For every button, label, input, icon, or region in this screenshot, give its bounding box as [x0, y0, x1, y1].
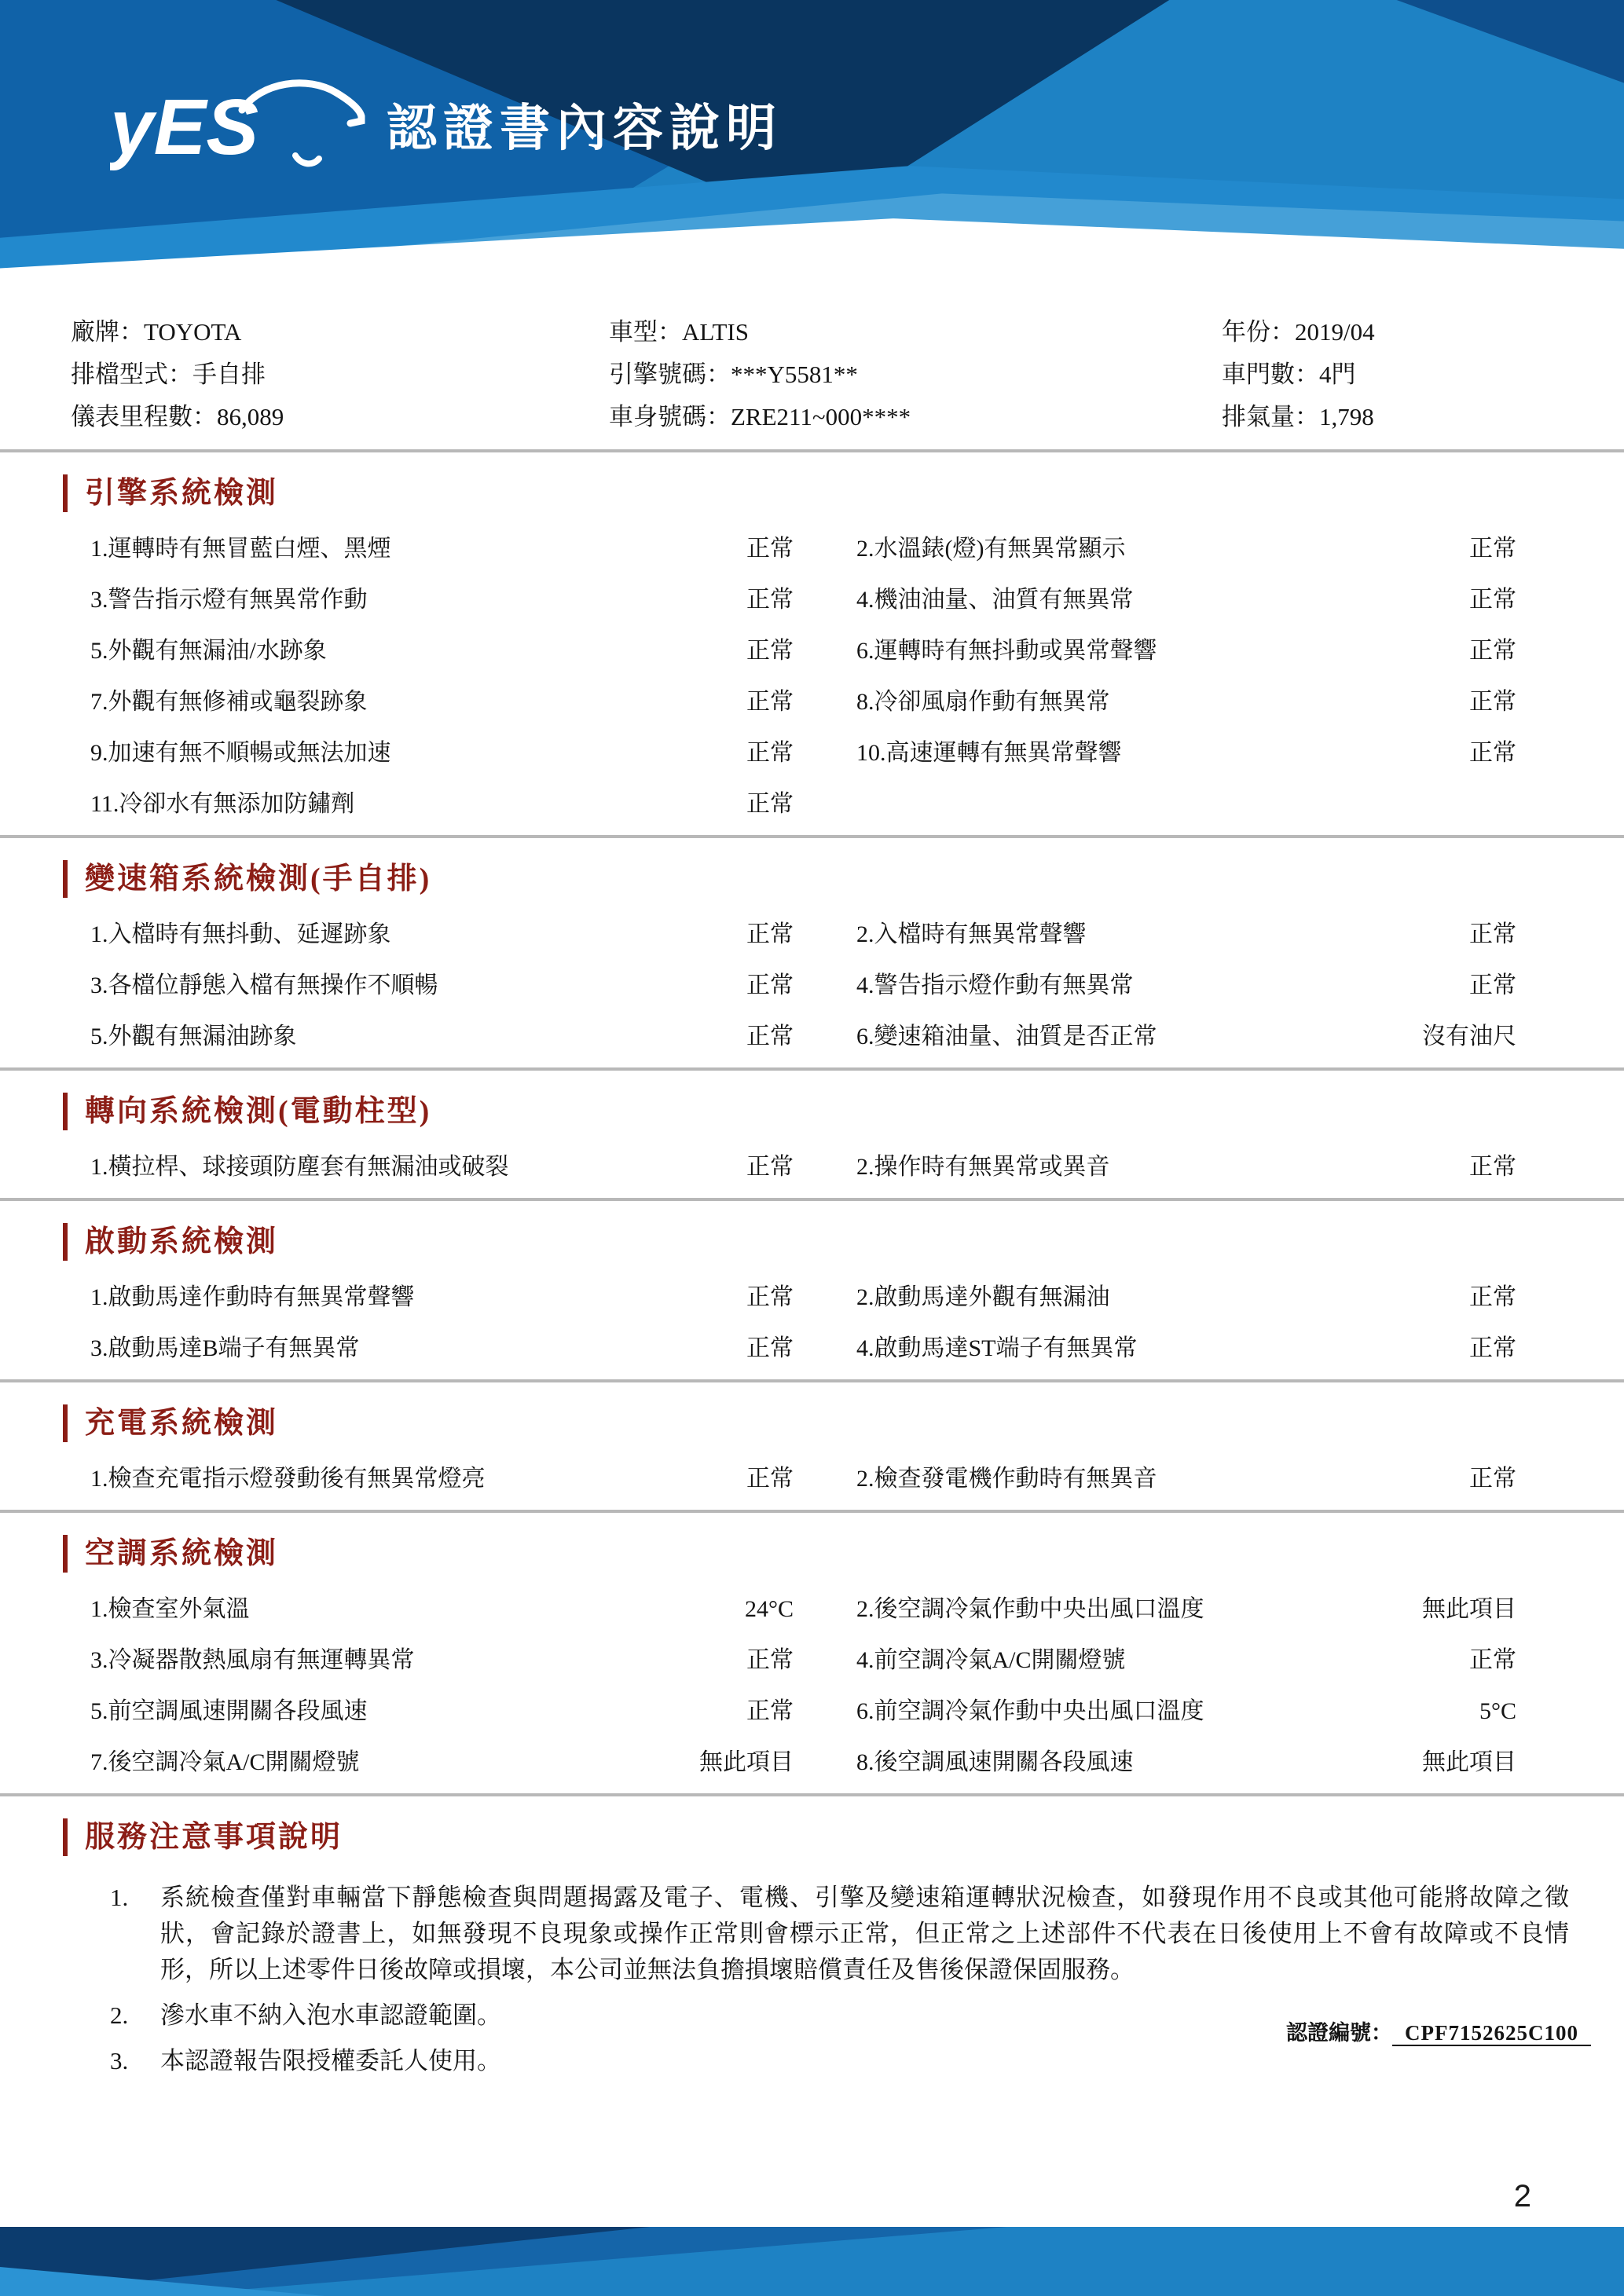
item-label: 4.前空調冷氣A/C開關燈號 [856, 1647, 1126, 1673]
item-result: 正常 [1469, 536, 1516, 562]
item-label: 1.入檔時有無抖動、延遲跡象 [90, 921, 391, 947]
section-title [0, 1796, 1624, 1856]
field-value: 86,089 [217, 403, 284, 430]
page-header [0, 0, 1624, 276]
item-label: 6.運轉時有無抖動或異常聲響 [856, 638, 1157, 664]
certificate-number-label: 認證編號： [1286, 2021, 1393, 2045]
item-label: 5.外觀有無漏油跡象 [90, 1023, 297, 1049]
yes-logo [110, 61, 369, 183]
inspection-row [0, 1464, 1624, 1494]
field-value: 手自排 [192, 361, 266, 388]
field-value: ***Y5581** [731, 361, 858, 388]
item-result: 正常 [746, 638, 794, 664]
field-label: 排氣量： [1222, 403, 1319, 430]
field-label: 年份： [1222, 318, 1295, 346]
item-result: 無此項目 [1422, 1749, 1516, 1775]
item-result: 無此項目 [1422, 1596, 1516, 1622]
inspection-row [0, 687, 1624, 717]
section-service-notes [0, 1796, 1624, 2079]
field-value: 1,798 [1319, 403, 1374, 430]
inspection-row [0, 789, 1624, 819]
item-label: 1.運轉時有無冒藍白煙、黑煙 [90, 536, 391, 562]
item-label: 1.橫拉桿、球接頭防塵套有無漏油或破裂 [90, 1154, 509, 1180]
field-odometer [71, 402, 609, 432]
item-result: 正常 [746, 1698, 794, 1724]
item-label: 2.入檔時有無異常聲響 [856, 921, 1087, 947]
item-result: 正常 [746, 1023, 794, 1049]
inspection-row [0, 1646, 1624, 1675]
item-result: 正常 [746, 689, 794, 715]
note-number: 1. [110, 1884, 129, 1911]
item-result: 正常 [1469, 587, 1516, 613]
inspection-row [0, 585, 1624, 615]
page-footer [0, 2227, 1624, 2296]
section-title-text: 引擎系統檢測 [85, 477, 279, 510]
section-title [0, 1382, 1624, 1442]
inspection-rows [0, 512, 1624, 835]
field-model [609, 317, 1222, 347]
section-title [0, 1071, 1624, 1130]
item-result-empty [1406, 789, 1516, 819]
field-label: 排檔型式： [71, 361, 192, 388]
item-label: 2.操作時有無異常或異音 [856, 1154, 1110, 1180]
item-label: 11.冷卻水有無添加防鏽劑 [90, 791, 355, 817]
inspection-rows [0, 1130, 1624, 1198]
notes-list [0, 1856, 1624, 2079]
item-label: 2.啟動馬達外觀有無漏油 [856, 1284, 1110, 1310]
inspection-row [0, 1595, 1624, 1624]
field-label: 車門數： [1222, 361, 1319, 388]
item-result: 正常 [746, 921, 794, 947]
field-engine-no [609, 360, 1222, 390]
field-label: 儀表里程數： [71, 403, 217, 430]
item-label: 1.啟動馬達作動時有無異常聲響 [90, 1284, 415, 1310]
field-label: 引擎號碼： [609, 361, 731, 388]
inspection-rows [0, 1442, 1624, 1510]
certificate-number [1286, 2020, 1591, 2046]
section-charging [0, 1382, 1624, 1513]
item-result: 無此項目 [699, 1749, 794, 1775]
item-label: 10.高速運轉有無異常聲響 [856, 740, 1122, 766]
item-label: 4.啟動馬達ST端子有無異常 [856, 1335, 1138, 1361]
content-area [0, 308, 1624, 2089]
section-title [0, 1201, 1624, 1261]
inspection-row [0, 636, 1624, 666]
item-result: 正常 [1469, 689, 1516, 715]
item-result: 正常 [746, 1466, 794, 1492]
inspection-row [0, 1283, 1624, 1313]
note-number: 3. [110, 2047, 129, 2074]
item-result: 正常 [746, 1647, 794, 1673]
field-label: 廠牌： [71, 318, 144, 346]
inspection-row [0, 534, 1624, 564]
section-title-bar-icon [63, 1535, 68, 1573]
item-label: 5.前空調風速開關各段風速 [90, 1698, 368, 1724]
page-title: 認證書內容說明 [387, 100, 783, 156]
item-result: 正常 [1469, 740, 1516, 766]
section-steering [0, 1071, 1624, 1201]
item-result: 沒有油尺 [1422, 1023, 1516, 1049]
car-outline-icon [242, 83, 361, 123]
item-label: 8.冷卻風扇作動有無異常 [856, 689, 1110, 715]
item-label: 7.後空調冷氣A/C開關燈號 [90, 1749, 360, 1775]
item-label: 1.檢查室外氣溫 [90, 1596, 250, 1622]
field-value: 2019/04 [1295, 318, 1375, 346]
note-text: 本認證報告限授權委託人使用。 [160, 2047, 501, 2074]
yes-logo-graphic [110, 61, 369, 179]
note-text: 滲水車不納入泡水車認證範圍。 [160, 2001, 501, 2029]
item-label: 3.各檔位靜態入檔有無操作不順暢 [90, 972, 438, 998]
item-result: 正常 [1469, 1466, 1516, 1492]
item-result: 正常 [1469, 638, 1516, 664]
field-brand [71, 317, 609, 347]
item-label: 3.警告指示燈有無異常作動 [90, 587, 368, 613]
item-result: 正常 [1469, 1335, 1516, 1361]
section-title-text: 服務注意事項說明 [85, 1821, 343, 1854]
field-value: 4門 [1319, 361, 1356, 388]
inspection-row [0, 920, 1624, 950]
section-title-bar-icon [63, 1818, 68, 1856]
note-item [110, 2043, 1569, 2079]
section-title [0, 838, 1624, 898]
item-label: 1.檢查充電指示燈發動後有無異常燈亮 [90, 1466, 486, 1492]
item-result: 正常 [746, 536, 794, 562]
section-title [0, 1513, 1624, 1573]
item-label: 7.外觀有無修補或龜裂跡象 [90, 689, 368, 715]
item-result: 正常 [746, 740, 794, 766]
section-title-bar-icon [63, 474, 68, 512]
field-label: 車型： [609, 318, 682, 346]
item-label: 8.後空調風速開關各段風速 [856, 1749, 1134, 1775]
item-label: 6.變速箱油量、油質是否正常 [856, 1023, 1157, 1049]
item-label: 2.檢查發電機作動時有無異音 [856, 1466, 1157, 1492]
field-value: TOYOTA [144, 318, 242, 346]
field-transmission [71, 360, 609, 390]
note-text: 系統檢查僅對車輛當下靜態檢查與問題揭露及電子、電機、引擎及變速箱運轉狀況檢查，如發現作用不良或其他可能將故障之徵狀，會記錄於證書上，如無發現不良現象或操作正常則會標示正常，但正常之上述部件不代表在日後使用上不會有故障或不良情形，所以上述零件日後故障或損壞，本公司並無法負擔損壞賠償責任及售後保證保固服務。 [160, 1884, 1569, 1983]
field-value: ZRE211~000**** [731, 403, 911, 430]
section-title-text: 充電系統檢測 [85, 1407, 279, 1440]
inspection-row [0, 1748, 1624, 1778]
inspection-row [0, 1697, 1624, 1727]
vehicle-info [0, 308, 1624, 432]
field-label: 車身號碼： [609, 403, 731, 430]
section-title-bar-icon [63, 1093, 68, 1130]
item-label: 9.加速有無不順暢或無法加速 [90, 740, 391, 766]
section-title-text: 空調系統檢測 [85, 1537, 279, 1570]
item-label: 5.外觀有無漏油/水跡象 [90, 638, 327, 664]
car-wheel-icon [295, 156, 319, 163]
item-result: 正常 [746, 1335, 794, 1361]
item-label: 6.前空調冷氣作動中央出風口溫度 [856, 1698, 1204, 1724]
item-label-empty [794, 789, 1406, 819]
inspection-rows [0, 898, 1624, 1067]
section-engine [0, 452, 1624, 838]
section-title-text: 啟動系統檢測 [85, 1225, 279, 1258]
item-result: 24°C [744, 1596, 794, 1622]
inspection-row [0, 1022, 1624, 1052]
page-number: 2 [1513, 2179, 1531, 2214]
item-result: 正常 [746, 972, 794, 998]
section-starter [0, 1201, 1624, 1382]
item-result: 正常 [1469, 1647, 1516, 1673]
yes-logo-text: yES [110, 83, 259, 171]
field-value: ALTIS [682, 318, 749, 346]
field-doors [1222, 360, 1624, 390]
item-result: 正常 [1469, 1154, 1516, 1180]
field-displacement [1222, 402, 1624, 432]
section-title-text: 變速箱系統檢測(手自排) [85, 862, 432, 895]
item-result: 正常 [746, 1284, 794, 1310]
field-year [1222, 317, 1624, 347]
item-result: 正常 [746, 1154, 794, 1180]
item-label: 4.機油油量、油質有無異常 [856, 587, 1134, 613]
item-result: 正常 [746, 587, 794, 613]
item-label: 2.水溫錶(燈)有無異常顯示 [856, 536, 1126, 562]
inspection-rows [0, 1573, 1624, 1793]
section-transmission [0, 838, 1624, 1071]
item-result: 正常 [1469, 1284, 1516, 1310]
item-result: 正常 [1469, 972, 1516, 998]
section-ac [0, 1513, 1624, 1796]
item-label: 4.警告指示燈作動有無異常 [856, 972, 1134, 998]
section-title-bar-icon [63, 1223, 68, 1261]
note-number: 2. [110, 2001, 129, 2029]
inspection-rows [0, 1261, 1624, 1379]
section-title [0, 452, 1624, 512]
item-label: 2.後空調冷氣作動中央出風口溫度 [856, 1596, 1204, 1622]
item-result: 正常 [746, 791, 794, 817]
item-label: 3.冷凝器散熱風扇有無運轉異常 [90, 1647, 415, 1673]
inspection-row [0, 1152, 1624, 1182]
item-label: 3.啟動馬達B端子有無異常 [90, 1335, 360, 1361]
section-title-text: 轉向系統檢測(電動柱型) [85, 1095, 432, 1128]
section-title-bar-icon [63, 1404, 68, 1442]
item-result: 5°C [1479, 1698, 1516, 1724]
note-item [110, 1880, 1569, 1988]
inspection-row [0, 971, 1624, 1001]
certificate-number-value: CPF7152625C100 [1392, 2021, 1591, 2046]
field-vin [609, 402, 1222, 432]
item-result: 正常 [1469, 921, 1516, 947]
section-title-bar-icon [63, 860, 68, 898]
inspection-row [0, 738, 1624, 768]
inspection-row [0, 1334, 1624, 1364]
